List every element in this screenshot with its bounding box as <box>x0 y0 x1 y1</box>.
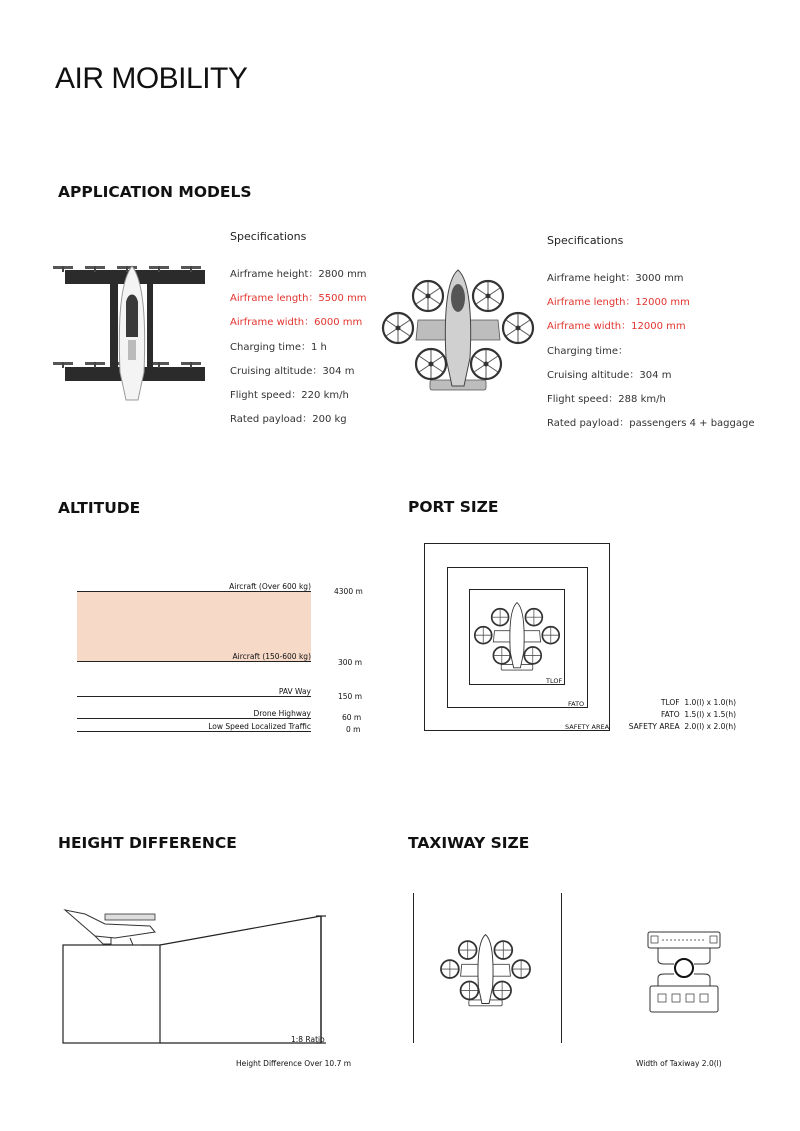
altitude-label-low-speed: Low Speed Localized Traffic <box>208 722 311 731</box>
taxiway-aircraft-icon <box>438 928 533 1016</box>
taxiway-left-edge <box>413 893 414 1043</box>
altitude-label-150-600: Aircraft (150-600 kg) <box>232 652 311 661</box>
port-dim-fato-name: FATO <box>660 710 680 719</box>
model1-spec-payload: Rated payload：200 kg <box>230 414 347 425</box>
taxiway-caption: Width of Taxiway 2.0(l) <box>636 1059 722 1068</box>
port-dim-tlof-name: TLOF <box>660 698 680 707</box>
model1-spec-altitude: Cruising altitude：304 m <box>230 366 355 377</box>
altitude-value-60: 60 m <box>342 713 362 722</box>
height-difference-caption: Height Difference Over 10.7 m <box>236 1059 352 1068</box>
model2-spec-payload: Rated payload：passengers 4 + baggage <box>547 418 755 429</box>
model2-spec-height: Airframe height：3000 mm <box>547 273 684 284</box>
model2-aircraft-illustration <box>378 268 538 398</box>
page-title: AIR MOBILITY <box>55 62 248 95</box>
port-aircraft-icon <box>472 597 562 679</box>
altitude-value-4300: 4300 m <box>334 587 363 596</box>
section-heading-application-models: APPLICATION MODELS <box>58 183 252 201</box>
taxiway-plan-diagram <box>644 930 724 1015</box>
height-difference-diagram <box>55 900 345 1050</box>
section-heading-port-size: PORT SIZE <box>408 498 499 516</box>
height-difference-ratio: 1:8 Ratio <box>291 1035 325 1044</box>
port-dim-safety-area-name: SAFETY AREA <box>628 722 680 731</box>
altitude-line-300 <box>77 661 311 662</box>
section-heading-taxiway-size: TAXIWAY SIZE <box>408 834 530 852</box>
port-dim-safety-area <box>629 722 736 731</box>
altitude-line-60 <box>77 718 311 719</box>
model2-spec-altitude: Cruising altitude：304 m <box>547 370 672 381</box>
altitude-line-0 <box>77 731 311 732</box>
port-label-fato: FATO <box>568 700 585 708</box>
model2-spec-heading: Specifications <box>547 234 624 247</box>
altitude-value-150: 150 m <box>338 692 363 701</box>
model2-spec-speed: Flight speed：288 km/h <box>547 394 666 405</box>
port-label-tlof: TLOF <box>546 677 563 685</box>
model1-spec-height: Airframe height：2800 mm <box>230 269 367 280</box>
section-heading-height-difference: HEIGHT DIFFERENCE <box>58 834 237 852</box>
model1-spec-charging: Charging time：1 h <box>230 342 327 353</box>
port-dim-fato <box>661 710 736 719</box>
port-label-safety-area: SAFETY AREA <box>565 723 610 731</box>
model1-spec-speed: Flight speed：220 km/h <box>230 390 349 401</box>
taxiway-right-edge <box>561 893 562 1043</box>
port-dim-safety-area-value: 2.0(l) x 2.0(h) <box>684 722 736 731</box>
altitude-value-300: 300 m <box>338 658 363 667</box>
model1-aircraft-illustration <box>50 262 220 402</box>
altitude-line-150 <box>77 696 311 697</box>
port-dim-tlof <box>661 698 736 707</box>
port-dim-fato-value: 1.5(l) x 1.5(h) <box>684 710 736 719</box>
model2-spec-length: Airframe length：12000 mm <box>547 297 690 308</box>
altitude-line-4300 <box>77 591 311 592</box>
model1-spec-heading: Specifications <box>230 230 307 243</box>
model1-spec-width: Airframe width：6000 mm <box>230 317 363 328</box>
altitude-label-pav-way: PAV Way <box>278 687 311 696</box>
altitude-label-over-600: Aircraft (Over 600 kg) <box>229 582 311 591</box>
model1-spec-length: Airframe length：5500 mm <box>230 293 367 304</box>
model2-spec-width: Airframe width：12000 mm <box>547 321 686 332</box>
section-heading-altitude: ALTITUDE <box>58 499 141 517</box>
model2-spec-charging: Charging time： <box>547 346 628 357</box>
altitude-value-0: 0 m <box>346 725 361 734</box>
port-dim-tlof-value: 1.0(l) x 1.0(h) <box>684 698 736 707</box>
altitude-label-drone-highway: Drone Highway <box>253 709 311 718</box>
